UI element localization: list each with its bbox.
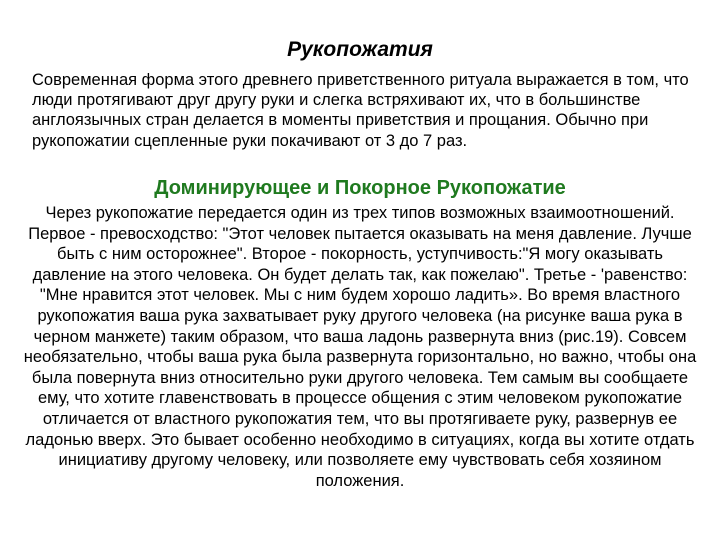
slide-title: Рукопожатия <box>287 38 433 61</box>
intro-paragraph: Современная форма этого древнего приветственного ритуала выражается в том, что люди протягивают друг другу руки и слегка встряхивают их, что в большинстве англоязычных стран делается в моменты приветствия и прощания. Обычно при рукопожатии сцепленные руки покачивают от 3 до 7 раз. <box>32 71 689 150</box>
body-paragraph: Через рукопожатие передается один из трех типов возможных взаимоотношений. Первое - превосходство: "Этот человек пытается оказывать на меня давление. Лучше быть с ним осторожнее". Второе - покорность, уступчивость:"Я могу оказывать давление на этого человека. Он будет делать так, как пожелаю". Третье - 'равенство: "Мне нравится этот человек. Мы с ним будем хорошо ладить». Во время властного рукопожатия ваша рука захватывает руку другого человека (на рисунке ваша рука в черном манжете) таким образом, что ваша ладонь развернута вниз (рис.19). Совсем необязательно, чтобы ваша рука была развернута горизонтально, но важно, чтобы она была повернута вниз относительно руки другого человека. Тем самым вы сообщаете ему, что хотите главенствовать в процессе общения с этим человеком рукопожатие отличается от властного рукопожатия тем, что вы протягиваете руку, развернув ее ладонью вверх. Это бывает особенно необходимо в ситуациях, когда вы хотите отдать инициативу другому человеку, или позволяете ему чувствовать себя хозяином положения. <box>23 204 697 490</box>
section-heading: Доминирующее и Покорное Рукопожатие <box>154 177 566 199</box>
